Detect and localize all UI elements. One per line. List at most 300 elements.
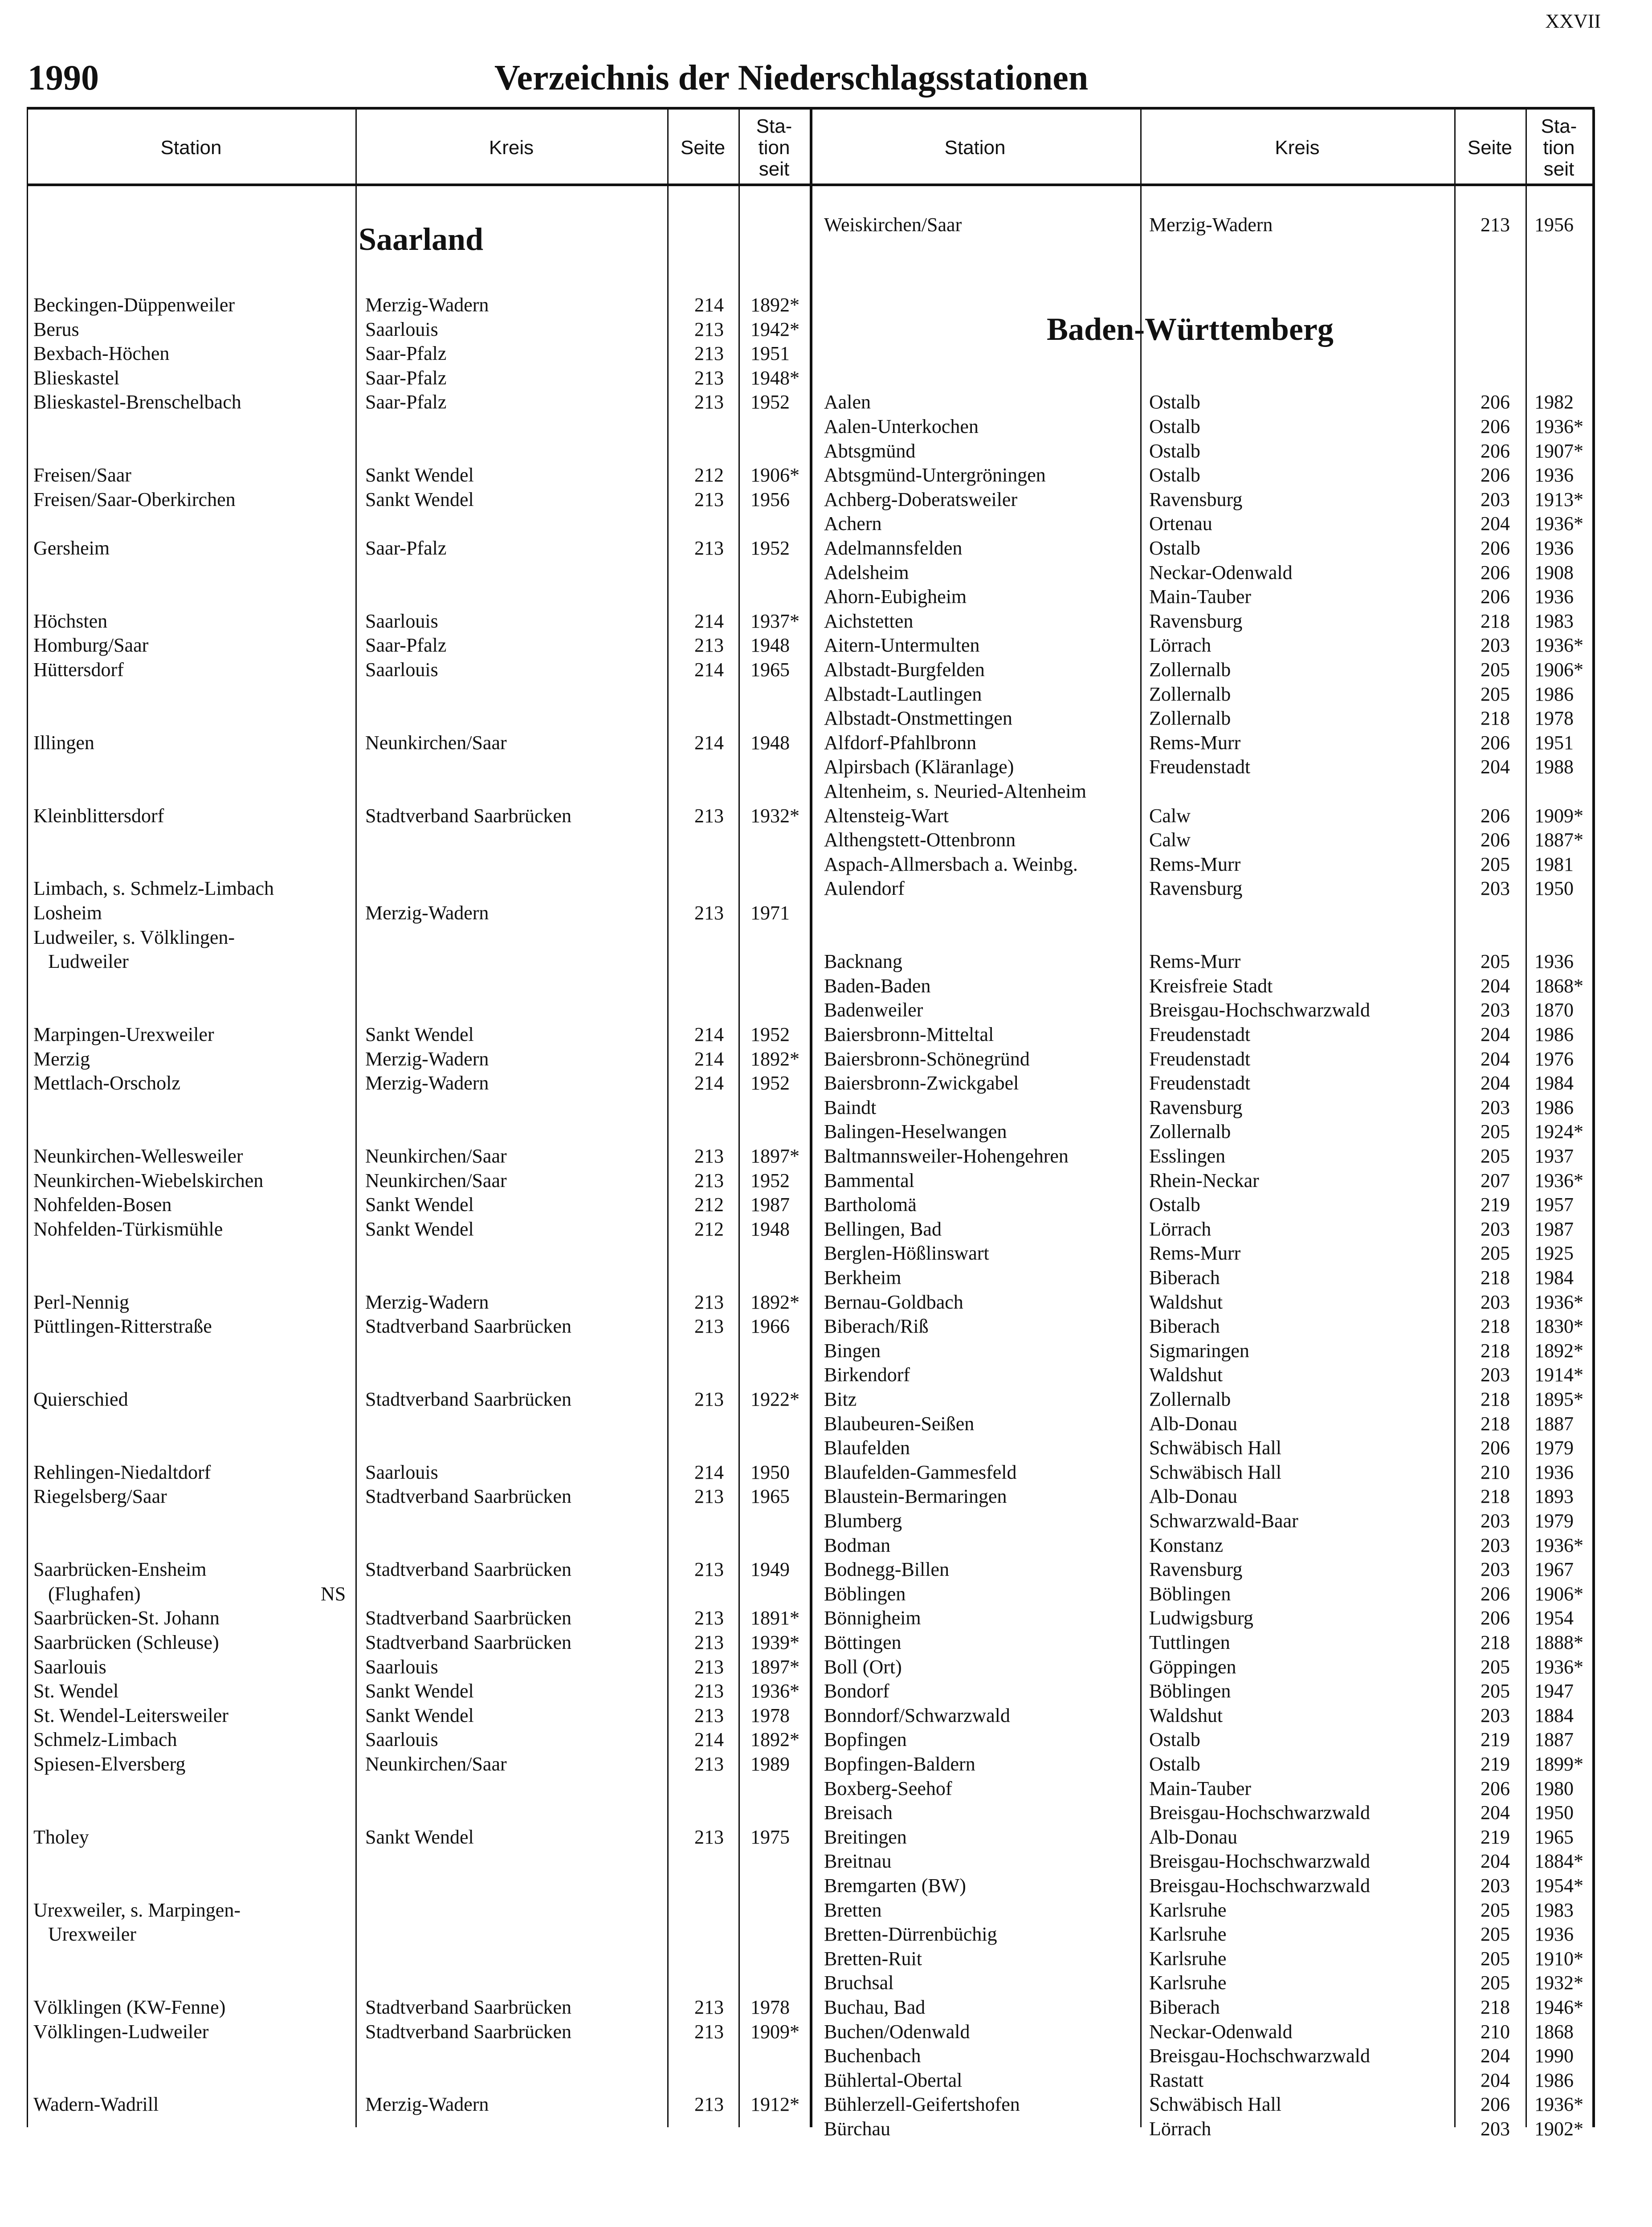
seite-value: 206	[1481, 2093, 1510, 2116]
seit-value: 1868	[1534, 2020, 1574, 2043]
kreis-name: Rems-Murr	[1149, 1242, 1241, 1264]
seite-value: 218	[1481, 610, 1510, 632]
kreis-name: Saarlouis	[365, 318, 438, 340]
seit-value: 1978	[751, 1996, 790, 2018]
seite-value: 213	[694, 1388, 724, 1410]
seit-value: 1952	[751, 1072, 790, 1094]
table-row	[27, 1096, 1595, 1120]
table-row	[27, 1412, 1595, 1436]
seite-value: 204	[1481, 1024, 1510, 1045]
seit-value: 1950	[751, 1461, 790, 1483]
seit-value: 1990	[1534, 2045, 1574, 2067]
table-row	[27, 1704, 1595, 1728]
station-name: Ahorn-Eubigheim	[824, 586, 967, 608]
header-station-left: Station	[160, 137, 222, 159]
seit-value: 1986	[1534, 2069, 1574, 2091]
station-name: Bodman	[824, 1534, 891, 1556]
station-name: Urexweiler	[33, 1923, 136, 1946]
header-seit-line: seit	[1543, 158, 1574, 180]
seite-value: 205	[1481, 950, 1510, 973]
seit-value: 1966	[751, 1315, 790, 1338]
seit-value: 1954	[1534, 1607, 1574, 1629]
station-name: Berglen-Hößlinswart	[824, 1242, 989, 1264]
seit-value: 1892*	[751, 1729, 799, 1751]
seit-value: 1948	[751, 731, 790, 754]
station-name: Bonndorf/Schwarzwald	[824, 1704, 1010, 1726]
seit-value: 1936	[1534, 1461, 1574, 1483]
kreis-name: Lörrach	[1149, 2118, 1211, 2140]
table-row	[27, 1606, 1595, 1630]
seite-value: 203	[1481, 1704, 1510, 1726]
seit-value: 1947	[1534, 1680, 1574, 1702]
seite-value: 213	[694, 804, 724, 827]
seit-value: 1951	[751, 343, 790, 365]
station-name: Baiersbronn-Zwickgabel	[824, 1072, 1019, 1094]
station-name: Völklingen (KW-Fenne)	[33, 1996, 226, 2018]
kreis-name: Ostalb	[1149, 464, 1200, 486]
table-row	[27, 293, 1595, 317]
seit-value: 1954*	[1534, 1875, 1583, 1897]
station-name: Boll (Ort)	[824, 1656, 902, 1678]
kreis-name: Böblingen	[1149, 1680, 1231, 1702]
kreis-name: Ravensburg	[1149, 1558, 1243, 1581]
station-name: Achberg-Doberatsweiler	[824, 488, 1018, 510]
station-name: Püttlingen-Ritterstraße	[33, 1315, 212, 1338]
station-name: Birkendorf	[824, 1364, 910, 1386]
kreis-name: Saarlouis	[365, 659, 438, 681]
seite-value: 214	[694, 1024, 724, 1045]
kreis-name: Breisgau-Hochschwarzwald	[1149, 1802, 1371, 1824]
kreis-name: Saarlouis	[365, 1656, 438, 1678]
table-row	[27, 488, 1595, 512]
table-row	[27, 213, 1595, 237]
kreis-name: Alb-Donau	[1149, 1485, 1237, 1508]
station-name: Beckingen-Düppenweiler	[33, 294, 235, 316]
table-row	[27, 682, 1595, 706]
table-row	[27, 1363, 1595, 1387]
seite-value: 213	[694, 1558, 724, 1581]
table-row	[27, 1995, 1595, 2019]
seite-value: 213	[694, 1656, 724, 1678]
kreis-name: Ostalb	[1149, 440, 1200, 462]
seit-value: 1987	[1534, 1218, 1574, 1240]
kreis-name: Stadtverband Saarbrücken	[365, 1996, 572, 2018]
seit-value: 1893	[1534, 1485, 1574, 1508]
seite-value: 206	[1481, 586, 1510, 608]
kreis-name: Karlsruhe	[1149, 1947, 1227, 1970]
seite-value: 204	[1481, 2069, 1510, 2091]
seit-value: 1957	[1534, 1194, 1574, 1216]
seit-value: 1902*	[1534, 2118, 1583, 2140]
seite-value: 212	[694, 1218, 724, 1240]
kreis-name: Freudenstadt	[1149, 756, 1251, 778]
table-row	[27, 1217, 1595, 1241]
seite-value: 218	[1481, 1267, 1510, 1289]
seit-value: 1952	[751, 391, 790, 413]
seite-value: 213	[694, 1753, 724, 1775]
table-row	[27, 804, 1595, 828]
table-row	[27, 1339, 1595, 1363]
station-name: Riegelsberg/Saar	[33, 1485, 167, 1508]
seit-value: 1884*	[1534, 1850, 1583, 1872]
station-name: Buchen/Odenwald	[824, 2020, 970, 2043]
seite-value: 204	[1481, 1850, 1510, 1872]
seit-value: 1948	[751, 1218, 790, 1240]
station-name: Ludweiler, s. Völklingen-	[33, 926, 235, 948]
kreis-name: Merzig-Wadern	[365, 1072, 489, 1094]
seit-value: 1986	[1534, 1024, 1574, 1045]
station-name: Spiesen-Elversberg	[33, 1753, 186, 1775]
station-name: Höchsten	[33, 610, 108, 632]
station-name: Bellingen, Bad	[824, 1218, 942, 1240]
seite-value: 203	[1481, 1875, 1510, 1897]
seite-value: 205	[1481, 683, 1510, 705]
seite-value: 218	[1481, 1315, 1510, 1338]
kreis-name: Merzig-Wadern	[365, 902, 489, 924]
station-name: Kleinblittersdorf	[33, 804, 164, 827]
kreis-name: Waldshut	[1149, 1364, 1223, 1386]
kreis-name: Schwäbisch Hall	[1149, 2093, 1281, 2116]
kreis-name: Ostalb	[1149, 416, 1200, 437]
kreis-name: Rastatt	[1149, 2069, 1204, 2091]
table-row	[27, 1874, 1595, 1898]
seite-value: 213	[694, 1315, 724, 1338]
table-row	[27, 1169, 1595, 1193]
station-name: Quierschied	[33, 1388, 128, 1410]
station-name: Blieskastel	[33, 367, 120, 389]
kreis-name: Göppingen	[1149, 1656, 1236, 1678]
seite-value: 213	[694, 367, 724, 389]
kreis-name: Esslingen	[1149, 1145, 1226, 1167]
kreis-name: Tuttlingen	[1149, 1632, 1230, 1653]
seite-value: 203	[1481, 877, 1510, 900]
kreis-name: Ostalb	[1149, 1729, 1200, 1751]
seit-value: 1887	[1534, 1729, 1574, 1751]
seit-value: 1906*	[1534, 1583, 1583, 1605]
seit-value: 1897*	[751, 1145, 799, 1167]
page-number: XXVII	[1545, 10, 1601, 32]
kreis-name: Calw	[1149, 804, 1191, 827]
seit-value: 1956	[751, 488, 790, 510]
table-row	[27, 828, 1595, 852]
seit-value: 1965	[751, 659, 790, 681]
table-row	[27, 463, 1595, 487]
table-row	[27, 390, 1595, 414]
kreis-name: Neckar-Odenwald	[1149, 561, 1293, 583]
table-row	[27, 1314, 1595, 1338]
station-name: Hüttersdorf	[33, 659, 124, 681]
seit-value: 1892*	[1534, 1339, 1583, 1362]
seit-value: 1952	[751, 1024, 790, 1045]
kreis-name: Lörrach	[1149, 634, 1211, 657]
table-row	[27, 1728, 1595, 1752]
table-row	[27, 1631, 1595, 1655]
seit-value: 1952	[751, 1169, 790, 1191]
kreis-name: Neunkirchen/Saar	[365, 731, 507, 754]
seite-value: 214	[694, 659, 724, 681]
kreis-name: Sankt Wendel	[365, 464, 474, 486]
station-name: Bretten-Ruit	[824, 1947, 922, 1970]
seit-value: 1986	[1534, 683, 1574, 705]
header-seit-line: Sta-	[756, 115, 792, 137]
kreis-name: Freudenstadt	[1149, 1048, 1251, 1070]
seite-value: 213	[694, 2093, 724, 2116]
seite-value: 214	[694, 294, 724, 316]
seit-value: 1979	[1534, 1510, 1574, 1532]
seite-value: 219	[1481, 1194, 1510, 1216]
seite-value: 203	[1481, 1510, 1510, 1532]
station-name: Aulendorf	[824, 877, 905, 900]
station-name: Schmelz-Limbach	[33, 1729, 177, 1751]
seite-value: 205	[1481, 1121, 1510, 1143]
seit-value: 1984	[1534, 1072, 1574, 1094]
table-row	[27, 318, 1595, 342]
table-row	[27, 415, 1595, 439]
seite-value: 213	[694, 1704, 724, 1726]
station-name: Saarlouis	[33, 1656, 106, 1678]
kreis-name: Saarlouis	[365, 1729, 438, 1751]
kreis-name: Biberach	[1149, 1315, 1220, 1338]
kreis-name: Stadtverband Saarbrücken	[365, 1607, 572, 1629]
kreis-name: Stadtverband Saarbrücken	[365, 1632, 572, 1653]
station-name: Abtsgmünd	[824, 440, 916, 462]
seit-value: 1942*	[751, 318, 799, 340]
kreis-name: Saarlouis	[365, 1461, 438, 1483]
seite-value: 213	[694, 1291, 724, 1313]
seite-value: 206	[1481, 1583, 1510, 1605]
table-row	[27, 1655, 1595, 1679]
seite-value: 214	[694, 1072, 724, 1094]
kreis-name: Ravensburg	[1149, 877, 1243, 900]
table-row	[27, 1971, 1595, 1995]
header-seite-left: Seite	[680, 137, 726, 159]
seit-value: 1936	[1534, 464, 1574, 486]
seite-value: 204	[1481, 513, 1510, 535]
kreis-name: Merzig-Wadern	[1149, 214, 1273, 236]
table-row	[27, 998, 1595, 1022]
seit-value: 1946*	[1534, 1996, 1583, 2018]
seit-value: 1965	[1534, 1826, 1574, 1848]
seit-value: 1976	[1534, 1048, 1574, 1070]
station-name: St. Wendel-Leitersweiler	[33, 1704, 228, 1726]
seit-value: 1936*	[1534, 634, 1583, 657]
seite-value: 210	[1481, 2020, 1510, 2043]
seite-value: 213	[1481, 214, 1510, 236]
seite-value: 205	[1481, 853, 1510, 875]
table-row	[27, 1582, 1595, 1606]
seit-value: 1936*	[1534, 1656, 1583, 1678]
kreis-name: Rems-Murr	[1149, 731, 1241, 754]
kreis-name: Neunkirchen/Saar	[365, 1145, 507, 1167]
station-name: Tholey	[33, 1826, 89, 1848]
seite-value: 218	[1481, 1485, 1510, 1508]
station-name: Baden-Baden	[824, 975, 931, 997]
seite-value: 213	[694, 1826, 724, 1848]
seit-value: 1980	[1534, 1777, 1574, 1799]
seite-value: 206	[1481, 464, 1510, 486]
station-name: Böblingen	[824, 1583, 906, 1605]
station-name: Bühlerzell-Geifertshofen	[824, 2093, 1020, 2116]
seite-value: 203	[1481, 1534, 1510, 1556]
station-name: Bammental	[824, 1169, 914, 1191]
seite-value: 205	[1481, 1656, 1510, 1678]
seit-value: 1989	[751, 1753, 790, 1775]
seit-value: 1906*	[1534, 659, 1583, 681]
kreis-name: Alb-Donau	[1149, 1412, 1237, 1435]
seit-value: 1906*	[751, 464, 799, 486]
seit-value: 1936*	[1534, 513, 1583, 535]
station-name: Berus	[33, 318, 79, 340]
seite-value: 212	[694, 464, 724, 486]
seite-value: 205	[1481, 659, 1510, 681]
table-row	[27, 2020, 1595, 2044]
seite-value: 206	[1481, 1777, 1510, 1799]
table-row	[27, 366, 1595, 390]
seit-value: 1936*	[1534, 1534, 1583, 1556]
station-name: Balingen-Heselwangen	[824, 1121, 1007, 1143]
seite-value: 214	[694, 731, 724, 754]
seite-value: 205	[1481, 1680, 1510, 1702]
table-row	[27, 1558, 1595, 1582]
table-row	[27, 2068, 1595, 2092]
seite-value: 218	[1481, 1632, 1510, 1653]
kreis-name: Merzig-Wadern	[365, 2093, 489, 2116]
table-row	[27, 950, 1595, 974]
seit-value: 1888*	[1534, 1632, 1583, 1653]
kreis-name: Ortenau	[1149, 513, 1212, 535]
kreis-name: Böblingen	[1149, 1583, 1231, 1605]
kreis-name: Kreisfreie Stadt	[1149, 975, 1273, 997]
seit-value: 1892*	[751, 294, 799, 316]
kreis-name: Zollernalb	[1149, 707, 1231, 730]
station-name: Blaufelden-Gammesfeld	[824, 1461, 1017, 1483]
seite-value: 218	[1481, 707, 1510, 730]
seit-value: 1932*	[1534, 1972, 1583, 1994]
station-name: Wadern-Wadrill	[33, 2093, 159, 2116]
ns-marker: NS	[321, 1583, 346, 1605]
station-name: Ludweiler	[33, 950, 129, 973]
station-name: Alfdorf-Pfahlbronn	[824, 731, 977, 754]
seite-value: 204	[1481, 975, 1510, 997]
seit-value: 1936	[1534, 1923, 1574, 1946]
seit-value: 1870	[1534, 999, 1574, 1021]
header-seit-right	[1526, 112, 1592, 184]
year-heading: 1990	[28, 58, 99, 98]
station-name: Blaubeuren-Seißen	[824, 1412, 975, 1435]
station-name: Berkheim	[824, 1267, 901, 1289]
station-name: Marpingen-Urexweiler	[33, 1024, 214, 1045]
kreis-name: Stadtverband Saarbrücken	[365, 2020, 572, 2043]
station-name: Gersheim	[33, 537, 110, 559]
table-row	[27, 1241, 1595, 1265]
table-row	[27, 1534, 1595, 1558]
seite-value: 206	[1481, 537, 1510, 559]
kreis-name: Karlsruhe	[1149, 1972, 1227, 1994]
seite-value: 218	[1481, 1388, 1510, 1410]
seit-value: 1971	[751, 902, 790, 924]
seit-value: 1984	[1534, 1267, 1574, 1289]
table-row	[27, 1849, 1595, 1873]
station-name: Buchau, Bad	[824, 1996, 926, 2018]
kreis-name: Karlsruhe	[1149, 1923, 1227, 1946]
seite-value: 203	[1481, 1096, 1510, 1118]
station-name: Bürchau	[824, 2118, 891, 2140]
kreis-name: Breisgau-Hochschwarzwald	[1149, 1875, 1371, 1897]
seite-value: 214	[694, 1048, 724, 1070]
station-name: Backnang	[824, 950, 902, 973]
header-seit-line: Sta-	[1541, 115, 1577, 137]
table-row	[27, 901, 1595, 925]
station-name: Bodnegg-Billen	[824, 1558, 950, 1581]
seite-value: 214	[694, 1729, 724, 1751]
station-name: Limbach, s. Schmelz-Limbach	[33, 877, 274, 900]
kreis-name: Sankt Wendel	[365, 1680, 474, 1702]
station-name: Bopfingen-Baldern	[824, 1753, 975, 1775]
table-row	[27, 1290, 1595, 1314]
seit-value: 1948*	[751, 367, 799, 389]
kreis-name: Main-Tauber	[1149, 1777, 1252, 1799]
kreis-name: Merzig-Wadern	[365, 1291, 489, 1313]
table-row	[27, 1922, 1595, 1946]
kreis-name: Waldshut	[1149, 1291, 1223, 1313]
station-name: Urexweiler, s. Marpingen-	[33, 1899, 241, 1921]
kreis-name: Alb-Donau	[1149, 1826, 1237, 1848]
page-title: Verzeichnis der Niederschlagsstationen	[494, 58, 1089, 98]
station-name: Albstadt-Burgfelden	[824, 659, 985, 681]
kreis-name: Freudenstadt	[1149, 1024, 1251, 1045]
seit-value: 1952	[751, 537, 790, 559]
station-name: Bernau-Goldbach	[824, 1291, 963, 1313]
seite-value: 205	[1481, 1899, 1510, 1921]
station-name: Losheim	[33, 902, 102, 924]
seite-value: 203	[1481, 1364, 1510, 1386]
table-row	[27, 755, 1595, 779]
seit-value: 1891*	[751, 1607, 799, 1629]
seite-value: 203	[1481, 999, 1510, 1021]
station-name: Achern	[824, 513, 882, 535]
kreis-name: Ravensburg	[1149, 610, 1243, 632]
seite-value: 203	[1481, 488, 1510, 510]
table-row	[27, 974, 1595, 998]
seit-value: 1949	[751, 1558, 790, 1581]
station-name: Bruchsal	[824, 1972, 894, 1994]
station-name: Albstadt-Lautlingen	[824, 683, 982, 705]
kreis-name: Breisgau-Hochschwarzwald	[1149, 2045, 1371, 2067]
seite-value: 218	[1481, 1339, 1510, 1362]
table-row	[27, 1387, 1595, 1411]
seit-value: 1987	[751, 1194, 790, 1216]
kreis-name: Merzig-Wadern	[365, 294, 489, 316]
station-name: Blumberg	[824, 1510, 902, 1532]
seit-value: 1939*	[751, 1632, 799, 1653]
kreis-name: Biberach	[1149, 1996, 1220, 2018]
seite-value: 204	[1481, 1048, 1510, 1070]
station-name: Albstadt-Onstmettingen	[824, 707, 1012, 730]
seite-value: 204	[1481, 1802, 1510, 1824]
seite-value: 204	[1481, 2045, 1510, 2067]
seite-value: 205	[1481, 1923, 1510, 1946]
kreis-name: Sankt Wendel	[365, 488, 474, 510]
seit-value: 1868*	[1534, 975, 1583, 997]
seite-value: 213	[694, 343, 724, 365]
seite-value: 219	[1481, 1826, 1510, 1848]
seite-value: 205	[1481, 1972, 1510, 1994]
seite-value: 203	[1481, 1558, 1510, 1581]
seite-value: 213	[694, 1996, 724, 2018]
seite-value: 213	[694, 318, 724, 340]
kreis-name: Schwäbisch Hall	[1149, 1461, 1281, 1483]
seit-value: 1936	[1534, 950, 1574, 973]
